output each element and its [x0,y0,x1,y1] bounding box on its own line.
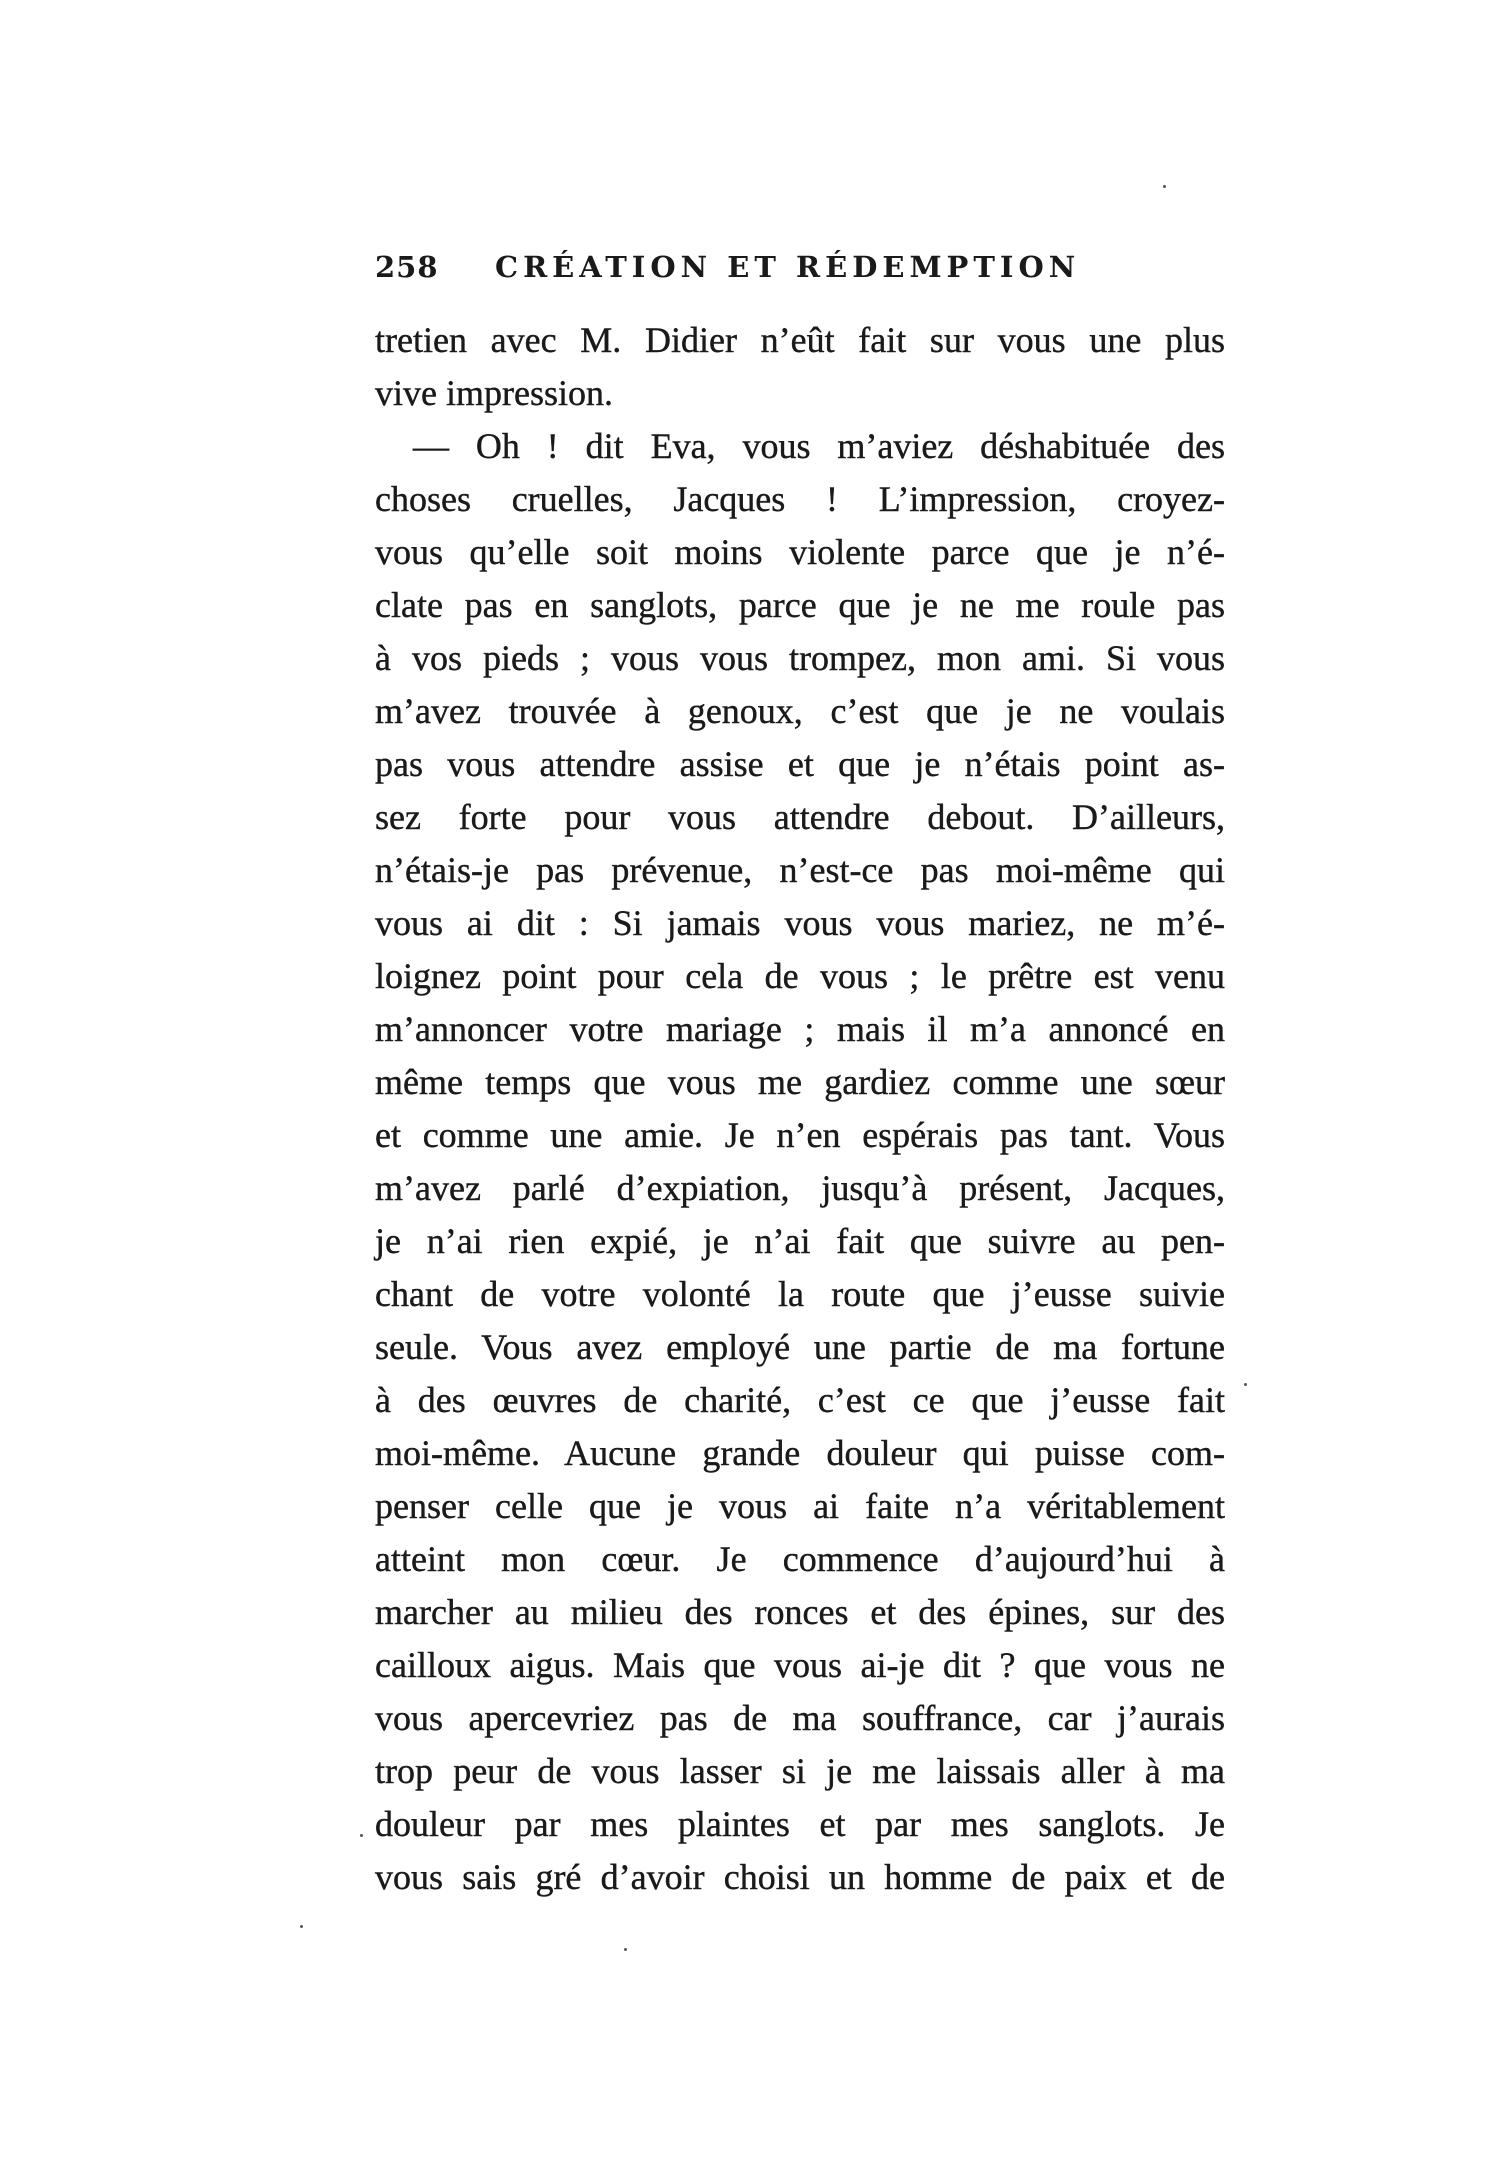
text-line: — Oh ! dit Eva, vous m’aviez déshabituée des [413,426,1225,466]
scan-speck [1244,1383,1247,1386]
page-header [375,250,1225,294]
body-text [375,314,1225,1904]
text-line: vous qu’elle soit moins violente parce que je n’é- [375,532,1225,572]
text-line: sez forte pour vous attendre debout. D’ailleurs, [375,797,1225,837]
text-line: vous ai dit : Si jamais vous vous mariez, ne m’é- [375,903,1225,943]
text-line: tretien avec M. Didier n’eût fait sur vous une plus [375,320,1225,360]
text-line: je n’ai rien expié, je n’ai fait que suivre au pen- [375,1221,1225,1261]
text-line: trop peur de vous lasser si je me laissais aller à ma [375,1751,1225,1791]
text-line: vous apercevriez pas de ma souffrance, car j’aurais [375,1698,1225,1738]
text-line: moi-même. Aucune grande douleur qui puisse com- [375,1433,1225,1473]
text-line: penser celle que je vous ai faite n’a véritablement [375,1486,1225,1526]
text-line: à vos pieds ; vous vous trompez, mon ami. Si vous [375,638,1225,678]
text-line: cailloux aigus. Mais que vous ai-je dit ? que vous ne [375,1645,1225,1685]
text-line: marcher au milieu des ronces et des épines, sur des [375,1592,1225,1632]
text-line: vous sais gré d’avoir choisi un homme de paix et de [375,1857,1225,1897]
text-line: et comme une amie. Je n’en espérais pas tant. Vous [375,1115,1225,1155]
page-number: 258 [375,250,439,284]
text-line: pas vous attendre assise et que je n’étais point as- [375,744,1225,784]
scan-speck [300,1925,303,1928]
text-line: loignez point pour cela de vous ; le prêtre est venu [375,956,1225,996]
scan-speck [624,1948,627,1951]
scan-speck [360,1834,363,1837]
text-line: atteint mon cœur. Je commence d’aujourd’hui à [375,1539,1225,1579]
text-line: seule. Vous avez employé une partie de ma fortune [375,1327,1225,1367]
text-line: à des œuvres de charité, c’est ce que j’eusse fait [375,1380,1225,1420]
text-line: choses cruelles, Jacques ! L’impression, croyez- [375,479,1225,519]
text-line: m’avez parlé d’expiation, jusqu’à présent, Jacques, [375,1168,1225,1208]
text-line: m’avez trouvée à genoux, c’est que je ne voulais [375,691,1225,731]
text-line: vive impression. [375,373,613,413]
text-line: n’étais-je pas prévenue, n’est-ce pas moi-même qui [375,850,1225,890]
text-line: m’annoncer votre mariage ; mais il m’a annoncé en [375,1009,1225,1049]
text-line: chant de votre volonté la route que j’eusse suivie [375,1274,1225,1314]
running-head: CRÉATION ET RÉDEMPTION [495,250,1081,284]
text-line: même temps que vous me gardiez comme une sœur [375,1062,1225,1102]
scan-speck [1163,185,1166,188]
text-line: douleur par mes plaintes et par mes sanglots. Je [375,1804,1225,1844]
text-line: clate pas en sanglots, parce que je ne me roule pas [375,585,1225,625]
